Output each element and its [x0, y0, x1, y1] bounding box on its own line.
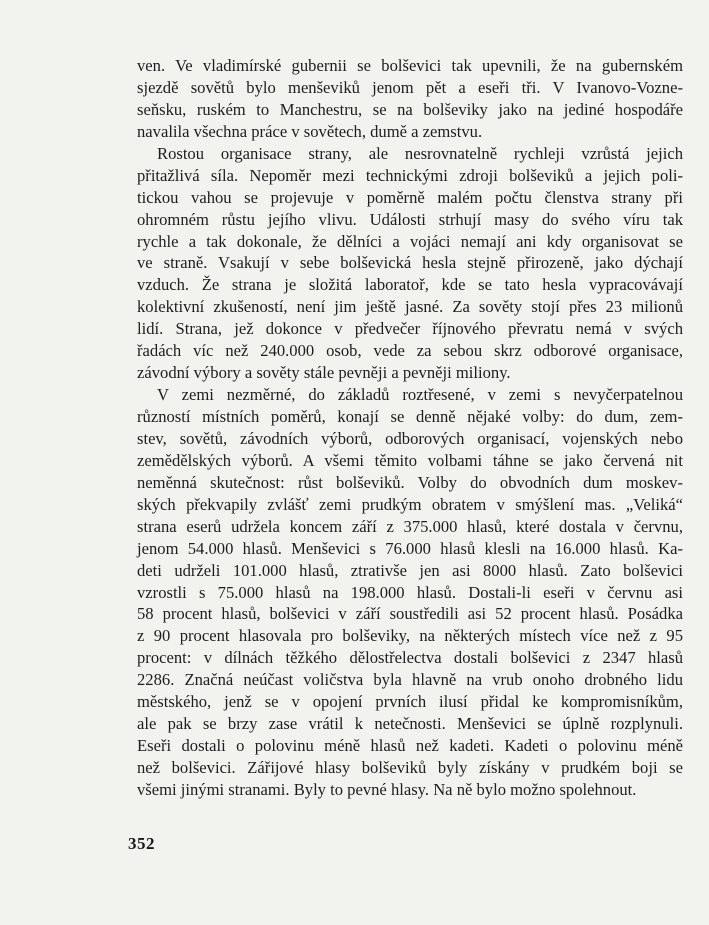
text-line: Rostou organisace strany, ale nesrovnatelně rychleji vzrůstá jejich — [157, 143, 683, 163]
text-line: sjezdě sovětů bylo menševiků jenom pět a eseři tři. V Ivanovo-Vozne- — [137, 77, 683, 97]
text-line: zemědělských výborů. A všemi těmito volbami táhne se jako červená nit — [137, 450, 683, 470]
text-line: deti udrželi 101.000 hlasů, ztrativše jen asi 8000 hlasů. Zato bolševici — [137, 560, 683, 580]
text-line: ohromném růstu jejího vlivu. Události strhují masy do svého víru tak — [137, 209, 683, 229]
text-line: ve straně. Vsakují v sebe bolševická hesla stejně přirozeně, jako dýchají — [137, 253, 683, 273]
text-line: ských překvapily zvlášť zemi prudkým obratem v smýšlení mas. „Veliká“ — [137, 494, 683, 514]
text-line: V zemi nezměrné, do základů roztřesené, v zemi s nevyčerpatelnou — [157, 385, 683, 405]
paragraph — [137, 143, 683, 384]
text-line: 2286. Značná neúčast voličstva byla hlavně na vrub onoho drobného lidu — [137, 670, 683, 690]
text-line: ale pak se brzy zase vrátil k netečnosti. Menševici se úplně rozplynuli. — [137, 714, 683, 734]
text-line: strana eserů udržela koncem září z 375.000 hlasů, které dostala v červnu, — [137, 516, 683, 536]
text-line: neměnná skutečnost: růst bolševiků. Volby do obvodních dum moskev- — [137, 472, 683, 492]
text-line: seňsku, ruském to Manchestru, se na bolševiky jako na jediné hospodáře — [137, 99, 683, 119]
book-page-body — [137, 55, 683, 801]
text-line: kolektivní zkušeností, není jim ještě jasné. Za sověty stojí přes 23 milionů — [137, 297, 683, 317]
text-line: stev, sovětů, závodních výborů, odborových organisací, vojenských nebo — [137, 428, 683, 448]
text-line: řadách víc než 240.000 osob, vede za sebou skrz odborové organisace, — [137, 341, 683, 361]
text-line: procent: v dílnách těžkého dělostřelectva dostali bolševici z 2347 hlasů — [137, 648, 683, 668]
text-line: růzností místních poměrů, konají se denně nějaké volby: do dum, zem- — [137, 407, 683, 426]
text-line: rychle a tak dokonale, že dělníci a vojáci nemají ani kdy organisovat se — [137, 231, 683, 251]
text-line: městského, jenž se v opojení prvních ilusí přidal ke kompromisníkům, — [137, 692, 683, 712]
text-line: ven. Ve vladimírské gubernii se bolševici tak upevnili, že na gubernském — [137, 56, 683, 75]
text-line: než bolševici. Zářijové hlasy bolševiků byly získány v prudkém boji se — [137, 758, 683, 777]
text-line: vzduch. Že strana je složitá laboratoř, kde se tato hesla vypracovávají — [137, 275, 683, 295]
paragraph — [137, 55, 683, 143]
text-line: všemi jinými stranami. Byly to pevné hlasy. Na ně bylo možno spolehnout. — [137, 779, 637, 799]
text-line: tickou vahou se projevuje v poměrně malém počtu členstva strany při — [137, 187, 683, 207]
text-line: Eseři dostali o polovinu méně hlasů než kadeti. Kadeti o polovinu méně — [137, 736, 683, 756]
text-line: navalila všechna práce v sovětech, dumě a zemstvu. — [137, 121, 483, 141]
text-line: 58 procent hlasů, bolševici v září soustředili asi 52 procent hlasů. Posádka — [137, 604, 683, 624]
page-number: 352 — [128, 834, 155, 853]
paragraph — [137, 384, 683, 801]
text-line: přitažlivá síla. Nepoměr mezi technickými zdroji bolševiků a jejich poli- — [137, 165, 683, 185]
text-line: lidí. Strana, jež dokonce v předvečer říjnového převratu nemá v svých — [137, 319, 683, 339]
text-line: jenom 54.000 hlasů. Menševici s 76.000 hlasů klesli na 16.000 hlasů. Ka- — [137, 538, 683, 558]
text-line: vzrostli s 75.000 hlasů na 198.000 hlasů. Dostali-li eseři v červnu asi — [137, 582, 683, 602]
text-line: z 90 procent hlasovala pro bolševiky, na některých místech více než z 95 — [137, 626, 683, 646]
text-line: závodní výbory a sověty stále pevněji a pevněji miliony. — [137, 363, 511, 383]
